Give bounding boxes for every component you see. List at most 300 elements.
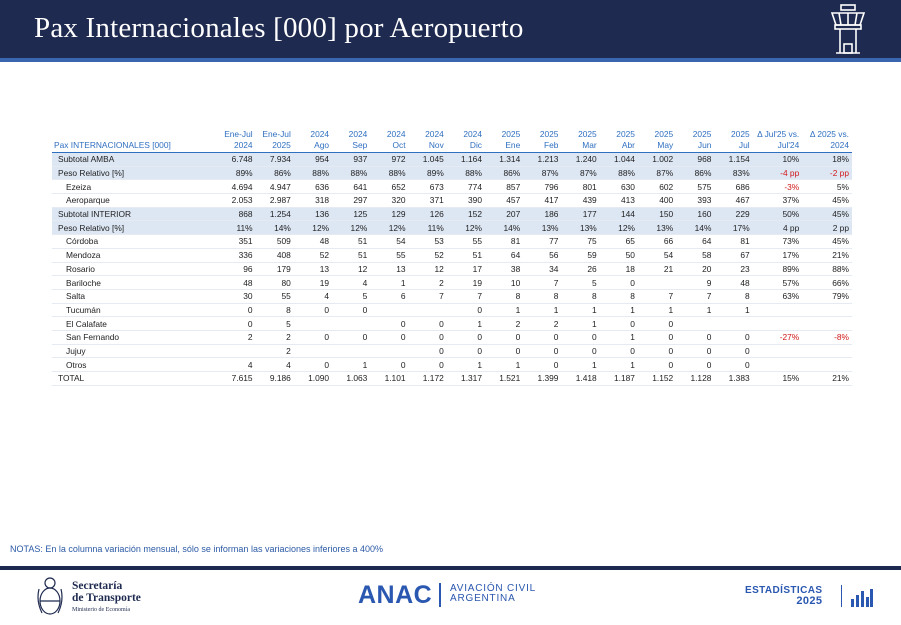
table-cell: 12%: [447, 221, 485, 235]
table-cell: [802, 303, 852, 317]
table-cell: 4: [217, 358, 255, 372]
column-header-line1: 2024: [348, 129, 368, 139]
table-cell: 0: [447, 330, 485, 344]
table-cell: 48: [217, 276, 255, 290]
table-cell: 4: [332, 276, 370, 290]
table-cell: 12%: [294, 221, 332, 235]
table-cell: 56: [523, 248, 561, 262]
table-row: [52, 276, 852, 290]
table-cell: 1.045: [409, 153, 447, 167]
table-cell: [714, 317, 752, 331]
table-cell: 8: [600, 289, 638, 303]
control-tower-icon: [828, 4, 868, 56]
table-cell: 575: [676, 180, 714, 194]
table-cell: 52: [409, 248, 447, 262]
table-cell: 8: [256, 303, 294, 317]
table-cell: [753, 317, 803, 331]
table-cell: 6.748: [217, 153, 255, 167]
table-cell: 12%: [600, 221, 638, 235]
table-cell: 45%: [802, 207, 852, 221]
table-cell: 4 pp: [753, 221, 803, 235]
table-cell: [753, 344, 803, 358]
table-cell: 371: [409, 194, 447, 208]
column-header-line1: 2024: [463, 129, 482, 139]
table-cell: 75: [561, 235, 599, 249]
table-cell: 8: [714, 289, 752, 303]
table-row: [52, 372, 852, 386]
table-cell: 390: [447, 194, 485, 208]
estadisticas-label: ESTADÍSTICAS 2025: [745, 585, 823, 607]
row-label: El Calafate: [52, 317, 217, 331]
table-cell: 937: [332, 153, 370, 167]
table-cell: 336: [217, 248, 255, 262]
table-cell: 51: [332, 235, 370, 249]
column-header-line2: Sep: [352, 140, 368, 150]
table-cell: 801: [561, 180, 599, 194]
table-cell: 88%: [447, 166, 485, 180]
table-cell: 0: [638, 358, 676, 372]
table-cell: 796: [523, 180, 561, 194]
table-cell: 66: [638, 235, 676, 249]
table-row: [52, 180, 852, 194]
table-cell: 59: [561, 248, 599, 262]
table-cell: 0: [294, 330, 332, 344]
table-cell: 0: [409, 330, 447, 344]
table-row: [52, 330, 852, 344]
column-header-line1: 2025: [692, 129, 712, 139]
table-cell: 2.987: [256, 194, 294, 208]
table-cell: 125: [332, 207, 370, 221]
table-cell: [802, 358, 852, 372]
table-cell: 0: [217, 317, 255, 331]
table-cell: 1.187: [600, 372, 638, 386]
table-cell: 1.521: [485, 372, 523, 386]
table-cell: 136: [294, 207, 332, 221]
table-cell: 1: [561, 358, 599, 372]
table-cell: 2: [409, 276, 447, 290]
table-cell: 2 pp: [802, 221, 852, 235]
table-cell: 14%: [485, 221, 523, 235]
column-header: [332, 129, 370, 153]
table-cell: 63%: [753, 289, 803, 303]
table-cell: [370, 344, 408, 358]
table-cell: 14%: [676, 221, 714, 235]
table-cell: 87%: [523, 166, 561, 180]
column-header-line1: Δ Jul'25 vs.: [757, 129, 800, 139]
table-cell: 15%: [753, 372, 803, 386]
table-cell: 19: [294, 276, 332, 290]
table-cell: 686: [714, 180, 752, 194]
row-label: Jujuy: [52, 344, 217, 358]
table-cell: 393: [676, 194, 714, 208]
table-cell: 96: [217, 262, 255, 276]
table-cell: 53: [409, 235, 447, 249]
table-cell: 4.694: [217, 180, 255, 194]
table-cell: 86%: [676, 166, 714, 180]
table-cell: 129: [370, 207, 408, 221]
table-cell: 144: [600, 207, 638, 221]
column-header: [217, 129, 255, 153]
table-cell: 50: [600, 248, 638, 262]
table-cell: 160: [676, 207, 714, 221]
column-header: [561, 129, 599, 153]
table-cell: 0: [600, 317, 638, 331]
column-header-line2: Abr: [621, 140, 635, 150]
row-label: Tucumán: [52, 303, 217, 317]
table-row: [52, 289, 852, 303]
column-header-line2: Jul'24: [777, 140, 800, 150]
row-label: Córdoba: [52, 235, 217, 249]
table-cell: 80: [256, 276, 294, 290]
table-cell: 65: [600, 235, 638, 249]
table-cell: 55: [256, 289, 294, 303]
table-cell: 7.934: [256, 153, 294, 167]
column-header-line1: 2024: [386, 129, 406, 139]
table-cell: -3%: [753, 180, 803, 194]
row-label: Ezeiza: [52, 180, 217, 194]
table-cell: 9: [676, 276, 714, 290]
table-cell: 21%: [802, 248, 852, 262]
table-cell: 13: [370, 262, 408, 276]
ministerio-text: Ministerio de Economía: [72, 607, 130, 613]
table-cell: 9.186: [256, 372, 294, 386]
table-cell: 54: [638, 248, 676, 262]
table-cell: 30: [217, 289, 255, 303]
table-cell: 1: [714, 303, 752, 317]
table-cell: 11%: [409, 221, 447, 235]
table-cell: 88%: [294, 166, 332, 180]
table-cell: 0: [638, 344, 676, 358]
table-cell: 12%: [332, 221, 370, 235]
table-cell: 954: [294, 153, 332, 167]
table-cell: 0: [332, 330, 370, 344]
table-cell: 509: [256, 235, 294, 249]
column-header: [447, 129, 485, 153]
table-cell: 88%: [370, 166, 408, 180]
table-cell: 408: [256, 248, 294, 262]
table-cell: [802, 317, 852, 331]
table-cell: 83%: [714, 166, 752, 180]
table-cell: 17%: [714, 221, 752, 235]
table-cell: 1.172: [409, 372, 447, 386]
table-cell: 177: [561, 207, 599, 221]
table-cell: 351: [217, 235, 255, 249]
table-cell: 13%: [523, 221, 561, 235]
table-cell: [638, 276, 676, 290]
table-cell: 57%: [753, 276, 803, 290]
table-cell: 5: [256, 317, 294, 331]
table-cell: 8: [523, 289, 561, 303]
table-row: [52, 262, 852, 276]
table-cell: 58: [676, 248, 714, 262]
table-cell: 1.240: [561, 153, 599, 167]
table-cell: 179: [256, 262, 294, 276]
table-cell: 457: [485, 194, 523, 208]
table-cell: 1.164: [447, 153, 485, 167]
table-cell: 12%: [370, 221, 408, 235]
table-cell: 0: [523, 358, 561, 372]
table-cell: 0: [447, 303, 485, 317]
table-cell: 1: [485, 358, 523, 372]
column-header-line1: Ene-Jul: [224, 129, 253, 139]
table-cell: [676, 317, 714, 331]
table-cell: 4: [256, 358, 294, 372]
table-row: [52, 194, 852, 208]
table-cell: 66%: [802, 276, 852, 290]
table-cell: 17%: [753, 248, 803, 262]
table-cell: 81: [714, 235, 752, 249]
table-cell: 5: [332, 289, 370, 303]
column-header-line2: Oct: [392, 140, 406, 150]
table-cell: 55: [447, 235, 485, 249]
anac-divider: [439, 583, 441, 607]
table-cell: 13%: [561, 221, 599, 235]
column-header: [753, 129, 803, 153]
table-cell: 7: [523, 276, 561, 290]
page-title: Pax Internacionales [000] por Aeropuerto: [34, 12, 524, 44]
table-cell: 0: [332, 303, 370, 317]
table-cell: 636: [294, 180, 332, 194]
table-cell: 0: [523, 330, 561, 344]
column-header: [802, 129, 852, 153]
table-cell: 55: [370, 248, 408, 262]
table-cell: 1.002: [638, 153, 676, 167]
column-header: [600, 129, 638, 153]
column-header-line1: Ene-Jul: [262, 129, 291, 139]
column-header-line1: 2024: [310, 129, 330, 139]
table-cell: 1.418: [561, 372, 599, 386]
table-cell: 1: [676, 303, 714, 317]
table-cell: -27%: [753, 330, 803, 344]
table-cell: 73%: [753, 235, 803, 249]
table-cell: [409, 303, 447, 317]
row-label: San Fernando: [52, 330, 217, 344]
column-header: [409, 129, 447, 153]
table-cell: 0: [600, 344, 638, 358]
table-row: [52, 221, 852, 235]
table-cell: 320: [370, 194, 408, 208]
table-cell: 89%: [217, 166, 255, 180]
table-cell: 0: [485, 344, 523, 358]
column-header-line1: 2025: [578, 129, 597, 139]
table-cell: [753, 358, 803, 372]
table-cell: 51: [332, 248, 370, 262]
table-cell: 18: [600, 262, 638, 276]
table-cell: 673: [409, 180, 447, 194]
table-cell: 88%: [332, 166, 370, 180]
bar-chart-icon: [850, 587, 874, 607]
table-cell: 0: [409, 317, 447, 331]
table-cell: 51: [447, 248, 485, 262]
column-header: [294, 129, 332, 153]
table-cell: 2: [485, 317, 523, 331]
table-cell: 18%: [802, 153, 852, 167]
table-cell: 417: [523, 194, 561, 208]
table-cell: 1: [600, 303, 638, 317]
column-header-line2: May: [657, 140, 674, 150]
table-cell: 1.399: [523, 372, 561, 386]
table-cell: 857: [485, 180, 523, 194]
table-cell: 1: [370, 276, 408, 290]
table-cell: 5: [561, 276, 599, 290]
row-label: Subtotal AMBA: [52, 153, 217, 167]
notes-text: NOTAS: En la columna variación mensual, sólo se informan las variaciones inferiores a 400%: [10, 544, 384, 554]
secretaria-name: Secretaría de Transporte: [72, 580, 141, 604]
table-cell: [802, 344, 852, 358]
table-cell: 150: [638, 207, 676, 221]
table-cell: 1.254: [256, 207, 294, 221]
table-cell: 1: [600, 358, 638, 372]
table-cell: 630: [600, 180, 638, 194]
pax-table-container: [52, 129, 852, 386]
estadisticas-divider: [841, 585, 842, 607]
column-header-label: Pax INTERNACIONALES [000]: [52, 129, 217, 153]
column-header-line2: Ene: [505, 140, 521, 150]
column-header-line1: 2024: [425, 129, 444, 139]
table-cell: 4.947: [256, 180, 294, 194]
table-cell: 602: [638, 180, 676, 194]
table-cell: 1.101: [370, 372, 408, 386]
table-cell: 52: [294, 248, 332, 262]
table-cell: 21%: [802, 372, 852, 386]
column-header-line2: 2024: [233, 140, 253, 150]
table-cell: 1: [561, 317, 599, 331]
table-cell: 1: [332, 358, 370, 372]
table-cell: 7: [676, 289, 714, 303]
table-cell: [294, 317, 332, 331]
table-cell: 1.314: [485, 153, 523, 167]
table-cell: 45%: [802, 235, 852, 249]
table-cell: 7.615: [217, 372, 255, 386]
table-cell: 38: [485, 262, 523, 276]
coat-of-arms-icon: [36, 575, 64, 619]
table-cell: 152: [447, 207, 485, 221]
table-cell: 37%: [753, 194, 803, 208]
table-cell: 0: [485, 330, 523, 344]
table-cell: 86%: [256, 166, 294, 180]
table-row: [52, 303, 852, 317]
table-cell: 0: [676, 330, 714, 344]
row-label: Salta: [52, 289, 217, 303]
row-label: Aeroparque: [52, 194, 217, 208]
table-cell: 89%: [409, 166, 447, 180]
table-cell: [332, 344, 370, 358]
column-header-line2: 2025: [272, 140, 291, 150]
table-cell: 0: [409, 358, 447, 372]
table-cell: 0: [523, 344, 561, 358]
table-cell: 4: [294, 289, 332, 303]
table-cell: 14%: [256, 221, 294, 235]
column-header-line1: 2025: [654, 129, 674, 139]
table-cell: 1.383: [714, 372, 752, 386]
column-header-line1: 2025: [731, 129, 750, 139]
table-cell: 972: [370, 153, 408, 167]
table-cell: 207: [485, 207, 523, 221]
table-cell: 0: [294, 358, 332, 372]
table-cell: 1.128: [676, 372, 714, 386]
row-label: Peso Relativo [%]: [52, 166, 217, 180]
table-cell: 5%: [802, 180, 852, 194]
row-label: Mendoza: [52, 248, 217, 262]
table-cell: 11%: [217, 221, 255, 235]
table-cell: 126: [409, 207, 447, 221]
table-cell: 0: [638, 330, 676, 344]
table-cell: 17: [447, 262, 485, 276]
estadisticas-year: 2025: [796, 595, 823, 607]
column-header-line1: 2025: [501, 129, 521, 139]
table-cell: 1.317: [447, 372, 485, 386]
table-cell: 6: [370, 289, 408, 303]
table-cell: 21: [638, 262, 676, 276]
table-cell: 0: [447, 344, 485, 358]
table-cell: 400: [638, 194, 676, 208]
table-cell: 1: [447, 317, 485, 331]
table-cell: 1: [485, 303, 523, 317]
column-header: [485, 129, 523, 153]
table-cell: 48: [294, 235, 332, 249]
anac-subtitle: AVIACIÓN CIVIL ARGENTINA: [450, 583, 537, 604]
row-label: Rosario: [52, 262, 217, 276]
column-header-line2: Feb: [544, 140, 559, 150]
table-cell: 0: [409, 344, 447, 358]
column-header-line2: Dic: [469, 140, 482, 150]
table-cell: 0: [370, 358, 408, 372]
pax-table: [52, 129, 852, 386]
table-cell: 10%: [753, 153, 803, 167]
table-cell: 641: [332, 180, 370, 194]
row-label: Peso Relativo [%]: [52, 221, 217, 235]
column-header-line2: Ago: [314, 140, 330, 150]
table-cell: 2: [523, 317, 561, 331]
table-cell: [332, 317, 370, 331]
table-cell: 0: [676, 358, 714, 372]
page-footer: [0, 566, 901, 625]
table-cell: 774: [447, 180, 485, 194]
table-cell: 297: [332, 194, 370, 208]
table-cell: 1: [600, 330, 638, 344]
table-cell: [370, 303, 408, 317]
table-cell: 1: [447, 358, 485, 372]
table-cell: 89%: [753, 262, 803, 276]
table-cell: 0: [714, 358, 752, 372]
table-cell: [217, 344, 255, 358]
column-header-line1: 2025: [539, 129, 559, 139]
row-label: TOTAL: [52, 372, 217, 386]
table-cell: 2: [256, 330, 294, 344]
table-row: [52, 153, 852, 167]
table-cell: -4 pp: [753, 166, 803, 180]
table-cell: 0: [561, 344, 599, 358]
table-cell: 64: [676, 235, 714, 249]
table-cell: 652: [370, 180, 408, 194]
table-cell: 0: [676, 344, 714, 358]
table-cell: 19: [447, 276, 485, 290]
footer-divider: [0, 567, 901, 570]
table-cell: 0: [714, 330, 752, 344]
table-cell: 1: [638, 303, 676, 317]
table-header-row: [52, 129, 852, 153]
table-cell: 1: [561, 303, 599, 317]
table-cell: 467: [714, 194, 752, 208]
table-cell: 34: [523, 262, 561, 276]
table-cell: 0: [561, 330, 599, 344]
table-row: [52, 166, 852, 180]
table-cell: 12: [409, 262, 447, 276]
column-header-line2: 2024: [830, 140, 849, 150]
table-cell: [294, 344, 332, 358]
table-cell: 318: [294, 194, 332, 208]
table-cell: 20: [676, 262, 714, 276]
